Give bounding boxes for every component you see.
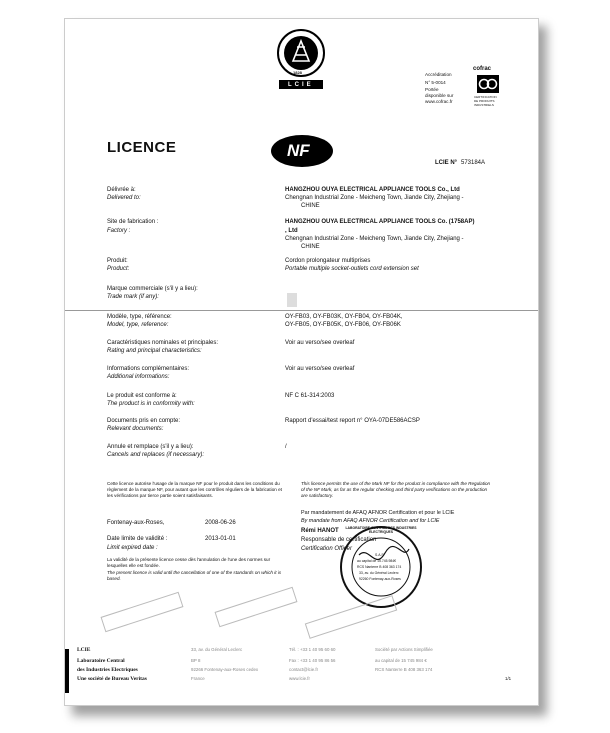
row-cancels-fr: Annule et remplace (s'il y a lieu): bbox=[107, 444, 194, 450]
footer-address: France bbox=[191, 676, 205, 681]
row-factory-fr: Site de fabrication : bbox=[107, 219, 159, 225]
licence-conditions-fr: Cette licence autorise l'usage de la marque NF pour le produit dans les conditions du règlement de la marque NF, pour autant que les contrôles réguliers de la fabrication et les vérifications par tierce partie soient satisfaisants. bbox=[107, 481, 282, 498]
row-documents-fr: Documents pris en compte: bbox=[107, 418, 181, 424]
footer-contact: contact@lcie.fr bbox=[289, 667, 319, 672]
mandate-en: By mandate from AFAQ AFNOR Certification and for LCIE bbox=[301, 518, 440, 524]
row-cancels-value: / bbox=[285, 444, 287, 450]
accreditation-line: N° 5-0014 bbox=[425, 80, 446, 85]
footer-address: 33, av. du Général Leclerc bbox=[191, 647, 243, 652]
row-product-en: Product: bbox=[107, 266, 130, 272]
row-delivered-value: HANGZHOU OUYA ELECTRICAL APPLIANCE TOOLS Co., Ltd bbox=[285, 187, 460, 193]
watermark-stamp bbox=[215, 587, 298, 628]
licence-document bbox=[64, 18, 539, 706]
validity-note-fr: La validité de la présente licence cesse dès l'annulation de l'une des normes sur lesquelles elle est fondée. bbox=[107, 557, 271, 568]
mandate-fr: Par mandatement de AFAQ AFNOR Certification et pour le LCIE bbox=[301, 510, 455, 516]
row-factory-country: CHINE bbox=[301, 244, 320, 250]
stamp-line: au capital de 15.745.984€ bbox=[357, 559, 397, 563]
footer-contact: Tél. : +33 1 40 95 60 60 bbox=[289, 647, 336, 652]
horizontal-rule bbox=[65, 310, 538, 311]
issue-date: 2008-06-26 bbox=[205, 520, 236, 526]
footer-org-line: Laboratoire Central bbox=[77, 658, 125, 664]
footer-legal: au capital de 15 745 984 € bbox=[375, 658, 427, 663]
row-factory-address: Chengnan Industrial Zone - Meicheng Town, Jiande City, Zhejiang - bbox=[285, 236, 464, 242]
accreditation-line: www.cofrac.fr bbox=[425, 99, 453, 104]
licence-conditions-en: This licence permits the use of the Mark NF for the product in compliance with the Regulation of the NF Mark, as far as the regular checking and third party verifications on the production are satisfactory. bbox=[301, 481, 491, 498]
row-additional-en: Additional informations: bbox=[107, 374, 170, 380]
official-stamp bbox=[339, 525, 423, 609]
document-title: LICENCE bbox=[107, 139, 177, 156]
signatory-role-fr: Responsable de certification bbox=[301, 537, 377, 543]
validity-date: 2013-01-01 bbox=[205, 536, 236, 542]
signatory-name: Rémi HANOT bbox=[301, 528, 339, 534]
trademark-mark bbox=[287, 293, 297, 307]
footer-org-line: Une société de Bureau Veritas bbox=[77, 676, 147, 682]
row-factory-en: Factory : bbox=[107, 228, 131, 234]
licence-number-label: LCIE N° bbox=[435, 160, 458, 166]
stamp-line: 92260 Fontenay-aux-Roses bbox=[359, 577, 401, 581]
row-product-fr: Produit: bbox=[107, 258, 128, 264]
page-number: 1/1 bbox=[505, 676, 512, 681]
row-model-fr: Modèle, type, référence: bbox=[107, 314, 172, 320]
footer-address: BP 8 bbox=[191, 658, 201, 663]
nf-logo bbox=[271, 135, 333, 167]
footer-bar bbox=[65, 649, 69, 693]
licence-number: 573184A bbox=[461, 160, 486, 166]
nf-logo-text: NF bbox=[287, 141, 310, 160]
stamp-line: RCS Nanterre B 408 363 174 bbox=[357, 565, 402, 569]
row-conformity-fr: Le produit est conforme à: bbox=[107, 393, 177, 399]
row-additional-value: Voir au verso/see overleaf bbox=[285, 366, 355, 372]
signatory-role-en: Certification Officer bbox=[301, 546, 353, 552]
accreditation-line: Portée bbox=[425, 87, 439, 92]
bureau-veritas-seal bbox=[275, 27, 327, 91]
footer-contact: Fax : +33 1 40 95 86 56 bbox=[289, 658, 336, 663]
cofrac-sub: INDUSTRIELS bbox=[474, 103, 494, 107]
place-label: Fontenay-aux-Roses, bbox=[107, 520, 165, 526]
row-additional-fr: Informations complémentaires: bbox=[107, 366, 190, 372]
footer-legal: RCS Nanterre B 408 363 174 bbox=[375, 667, 433, 672]
footer-lcie: LCIE bbox=[77, 647, 91, 653]
accreditation-line: disponible sur bbox=[425, 93, 454, 98]
row-documents-value: Rapport d'essai/test report n° OYA-07DE586ACSP bbox=[285, 418, 420, 424]
seal-year: 1828 bbox=[293, 70, 302, 75]
accreditation-line: Accréditation bbox=[425, 72, 452, 77]
row-delivered-fr: Délivrée à: bbox=[107, 187, 136, 193]
row-conformity-value: NF C 61-314:2003 bbox=[285, 393, 335, 399]
stamp-line: S.A.S bbox=[375, 553, 384, 557]
footer-contact: www.lcie.fr bbox=[289, 676, 310, 681]
cofrac-wordmark: cofrac bbox=[473, 66, 492, 72]
stamp-title: LABORATOIRE CENTRAL DES INDUSTRIES ELECTRIQUES bbox=[345, 526, 417, 534]
row-rating-en: Rating and principal characteristics: bbox=[107, 348, 202, 354]
row-factory-value2: , Ltd bbox=[285, 228, 298, 234]
footer-legal: Société par Actions Simplifiée bbox=[375, 647, 433, 652]
row-model-en: Model, type, reference: bbox=[107, 322, 169, 328]
row-product-value-en: Portable multiple socket-outlets cord extension set bbox=[285, 266, 419, 272]
row-documents-en: Relevant documents: bbox=[107, 426, 164, 432]
validity-note-en: The present licence is valid until the cancellation of one of the standards on which it is based. bbox=[107, 570, 282, 581]
row-conformity-en: The product is in conformity with: bbox=[107, 401, 195, 407]
row-delivered-en: Delivered to: bbox=[107, 195, 141, 201]
cofrac-sub: DE PRODUITS bbox=[474, 99, 495, 103]
validity-label-en: Limit expired date : bbox=[107, 545, 158, 551]
row-rating-value: Voir au verso/see overleaf bbox=[285, 340, 355, 346]
row-product-value: Cordon prolongateur multiprises bbox=[285, 258, 371, 264]
stamp-line: 33, av. du Général Leclerc bbox=[359, 571, 399, 575]
row-delivered-country: CHINE bbox=[301, 203, 320, 209]
lcie-abbrev: LCIE bbox=[288, 82, 314, 88]
watermark-stamp bbox=[101, 592, 184, 633]
row-model-value: OY-FB03, OY-FB03K, OY-FB04, OY-FB04K, bbox=[285, 314, 403, 320]
footer-address: 92266 Fontenay-aux-Roses cedex bbox=[191, 667, 259, 672]
cofrac-sub: CERTIFICATION bbox=[474, 95, 497, 99]
row-factory-value: HANGZHOU OUYA ELECTRICAL APPLIANCE TOOLS Co. (1758AP) bbox=[285, 219, 475, 225]
validity-label: Date limite de validité : bbox=[107, 536, 168, 542]
row-cancels-en: Cancels and replaces (if necessary): bbox=[107, 452, 205, 458]
row-trademark-en: Trade mark (if any): bbox=[107, 294, 159, 300]
row-delivered-address: Chengnan Industrial Zone - Meicheng Town, Jiande City, Zhejiang - bbox=[285, 195, 464, 201]
row-trademark-fr: Marque commerciale (s'il y a lieu): bbox=[107, 286, 198, 292]
row-rating-fr: Caractéristiques nominales et principales: bbox=[107, 340, 219, 346]
cofrac-logo bbox=[473, 67, 509, 113]
footer-org-line: des Industries Electriques bbox=[77, 667, 138, 673]
row-model-value2: OY-FB05, OY-FB05K, OY-FB06, OY-FB06K bbox=[285, 322, 401, 328]
